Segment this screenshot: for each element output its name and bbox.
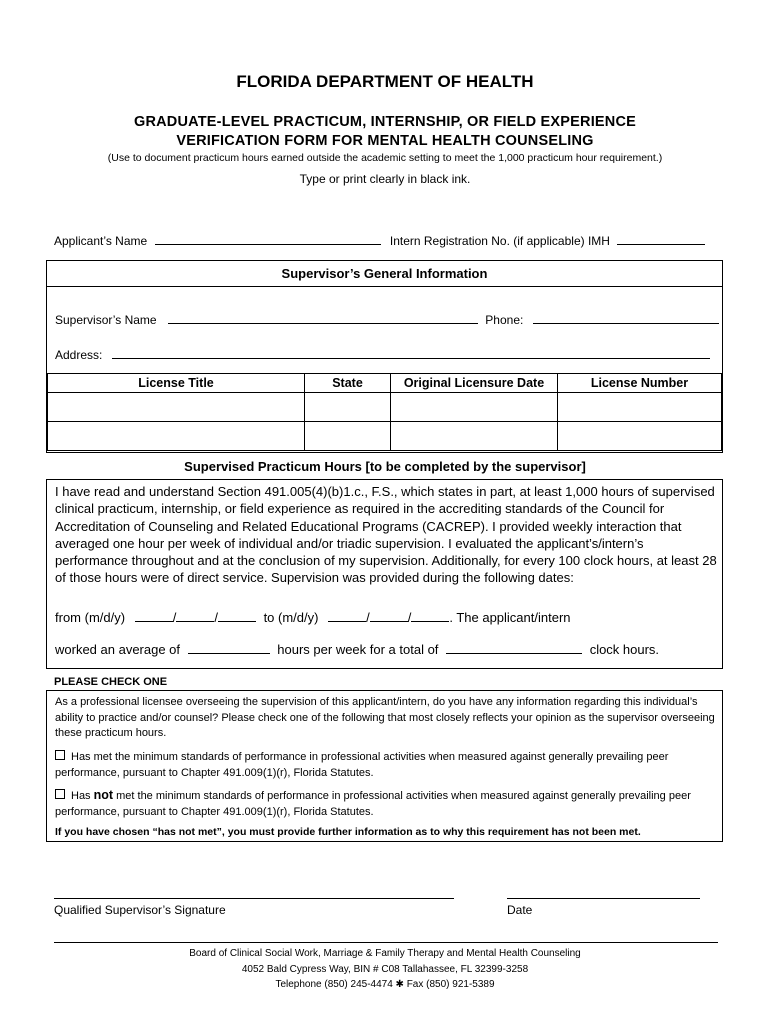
license-title-header: License Title [48, 374, 305, 393]
license-table-header [48, 374, 722, 393]
hours-per-week-label: hours per week for a total of [277, 642, 439, 657]
total-hours-field[interactable] [446, 642, 582, 654]
state-header: State [305, 374, 391, 393]
check-one-title: PLEASE CHECK ONE [54, 676, 168, 688]
has-not-met-label: met the minimum standards of performance in professional activities when measured against generally prevailing peer performance, pursuant to Chapter 491.009(1)(r), Florida Statutes. [55, 790, 691, 818]
license-row [48, 422, 722, 451]
clock-hours-label: clock hours. [589, 642, 660, 657]
has-not-met-emphasis: not [93, 788, 114, 802]
form-subtitle-line2: VERIFICATION FORM FOR MENTAL HEALTH COUNSELING [176, 133, 594, 149]
original-licensure-date-header: Original Licensure Date [391, 374, 558, 393]
footer-address: 4052 Bald Cypress Way, BIN # C08 Tallahassee, FL 32399-3258 [241, 963, 529, 975]
has-not-met-warning: If you have chosen “has not met”, you must provide further information as to why this requirement has not been met. [55, 826, 641, 838]
to-label: to (m/d/y) [263, 610, 319, 625]
license-table [47, 373, 722, 451]
from-month-field[interactable] [135, 610, 173, 622]
option-has-not-met [55, 788, 717, 820]
state-cell[interactable] [305, 393, 391, 422]
license-number-cell[interactable] [558, 422, 722, 451]
from-day-field[interactable] [176, 610, 214, 622]
supervisor-name-row [55, 312, 719, 327]
footer-board-name: Board of Clinical Social Work, Marriage & Family Therapy and Mental Health Counseling [189, 948, 581, 959]
hours-section-title: Supervised Practicum Hours [to be completed by the supervisor] [184, 459, 586, 474]
to-day-field[interactable] [370, 610, 408, 622]
applicant-row [54, 233, 705, 248]
worked-label: worked an average of [55, 642, 181, 657]
applicant-name-label: Applicant’s Name [54, 234, 148, 248]
check-one-section [46, 690, 723, 842]
form-title: FLORIDA DEPARTMENT OF HEALTH [236, 72, 534, 91]
footer-divider [54, 942, 718, 943]
check-question: As a professional licensee overseeing the supervision of this applicant/intern, do you have any information regarding this individual’s ability to practice and/or counsel? Please check one of the following that most closely reflects your opinion as the supervisor overseeing these practicum hours. [55, 696, 715, 740]
address-field[interactable] [112, 347, 710, 359]
address-label: Address: [55, 348, 103, 362]
worked-hours-row [55, 642, 659, 657]
hours-per-week-field[interactable] [188, 642, 270, 654]
license-number-cell[interactable] [558, 393, 722, 422]
footer-contact: Telephone (850) 245-4474 ✱ Fax (850) 921-5389 [275, 979, 495, 990]
supervisor-name-label: Supervisor’s Name [55, 313, 157, 327]
license-title-cell[interactable] [48, 422, 305, 451]
signature-line[interactable] [54, 898, 454, 899]
option-has-met [55, 750, 717, 781]
intern-registration-label: Intern Registration No. (if applicable) IMH [389, 234, 610, 248]
original-licensure-date-cell[interactable] [391, 393, 558, 422]
phone-label: Phone: [485, 313, 524, 327]
form-note: (Use to document practicum hours earned outside the academic setting to meet the 1,000 practicum hour requirement.) [107, 152, 663, 164]
phone-field[interactable] [533, 312, 719, 324]
date-label: Date [507, 903, 533, 917]
original-licensure-date-cell[interactable] [391, 422, 558, 451]
form-instruction: Type or print clearly in black ink. [299, 172, 471, 186]
form-subtitle-line1: GRADUATE-LEVEL PRACTICUM, INTERNSHIP, OR FIELD EXPERIENCE [133, 114, 637, 130]
to-year-field[interactable] [411, 610, 449, 622]
date-range-row: from (m/d/y) / / to (m/d/y) / / . The applicant/intern [55, 610, 571, 625]
hours-statement: I have read and understand Section 491.005(4)(b)1.c., F.S., which states in part, at least 1,000 hours of supervised clinical practicum, internship, or field experience as required in the accrediting standards of the Council for Accreditation of Counseling and Related Educational Programs (CACREP). I provided weekly interaction that averaged one hour per week of individual and/or triadic supervision. I evaluated the applicant’s/intern’s performance throughout and at the conclusion of my supervision. Additionally, for every 100 clock hours, at least 28 of those hours were of direct service. Supervision was provided during the following dates: [55, 484, 717, 586]
license-number-header: License Number [558, 374, 722, 393]
divider [47, 286, 722, 287]
address-row [55, 347, 710, 362]
supervisor-section-title: Supervisor’s General Information [281, 266, 488, 281]
applicant-intern-text: . The applicant/intern [449, 610, 571, 625]
from-year-field[interactable] [218, 610, 256, 622]
has-met-checkbox[interactable] [55, 750, 65, 760]
state-cell[interactable] [305, 422, 391, 451]
license-row [48, 393, 722, 422]
intern-registration-field[interactable] [617, 233, 705, 245]
supervisor-section [46, 260, 723, 453]
signature-label: Qualified Supervisor’s Signature [54, 903, 226, 917]
has-met-label: Has met the minimum standards of performance in professional activities when measured against generally prevailing peer performance, pursuant to Chapter 491.009(1)(r), Florida Statutes. [55, 751, 669, 779]
has-not-met-checkbox[interactable] [55, 789, 65, 799]
from-label: from (m/d/y) [55, 610, 126, 625]
applicant-name-field[interactable] [155, 233, 381, 245]
date-line[interactable] [507, 898, 700, 899]
footer [0, 946, 770, 993]
to-month-field[interactable] [328, 610, 366, 622]
supervisor-name-field[interactable] [168, 312, 478, 324]
has-not-met-prefix: Has [71, 790, 94, 802]
hours-section [46, 479, 723, 669]
license-title-cell[interactable] [48, 393, 305, 422]
